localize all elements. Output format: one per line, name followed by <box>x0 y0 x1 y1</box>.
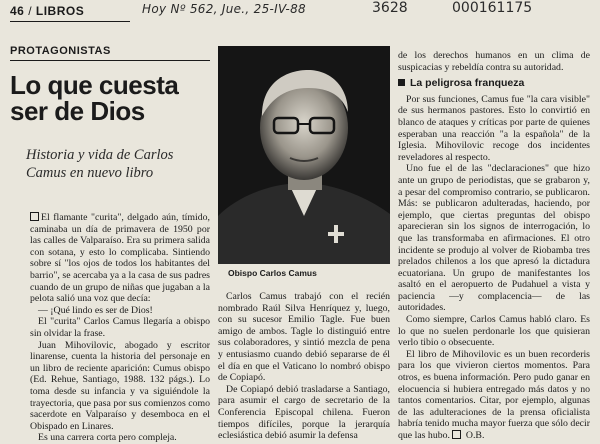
section-label: LIBROS <box>35 4 85 18</box>
signoff: O.B. <box>465 430 485 441</box>
archive-id-number: 000161175 <box>452 0 533 16</box>
section-kicker: PROTAGONISTAS <box>10 45 111 57</box>
handwritten-note: Hoy Nº 562, Jue., 25-IV-88 <box>142 2 306 16</box>
archive-ref-number: 3628 <box>372 0 408 16</box>
bishop-portrait-image <box>218 46 390 264</box>
left-column <box>30 212 210 444</box>
portrait-photo <box>218 46 390 264</box>
paragraph: De Copiapó debió trasladarse a Santiago, para asumir el cargo de secretario de la Conferencia Episcopal chilena. Fueron tiempos difíciles, porque la jerarquía eclesiástica debió asumir la defensa <box>218 383 390 442</box>
square-marker-icon <box>30 212 39 221</box>
end-square-icon <box>452 430 461 439</box>
right-column <box>398 50 590 442</box>
paragraph: Es una carrera corta pero compleja. <box>38 432 177 444</box>
photo-caption: Obispo Carlos Camus <box>228 268 317 278</box>
paragraph: El flamante "curita", delgado aún, tímido, caminaba un día de primavera de 1950 por las calles de Valparaíso. Era su primera salida con sotana, y esto lo complicaba. Sintiendo sobre sí "los ojos de todos los habitantes del barrio", se acercaba ya a la casa de sus padres cuando de un grupo de niñas que jugaban a la pelota salió una voz que decía: <box>30 212 210 305</box>
paragraph: El libro de Mihovilovic es un buen recorderis para los que vivieron ciertos momentos. Para otros, es buena información. Pero pudo ganar en elocuencia si hubiera entregado más datos y no tantos comentarios. Citar, por ejemplo, algunas de las adulteraciones de la prensa oficialista habría tenido mucha mayor fuerza que sólo decir que las hubo. O.B. <box>398 348 590 441</box>
deck-subtitle: Historia y vida de Carlos Camus en nuevo libro <box>26 147 174 181</box>
paragraph: Por sus funciones, Camus fue "la cara visible" de sus hermanos pastores. Esto lo convirtió en blanco de ataques y críticas por parte de quienes esperaban una reacción "a la española" de la Iglesia. Mihovilovic recoge dos incidentes reveladores al respecto. <box>398 93 590 163</box>
paragraph: de los derechos humanos en un clima de suspicacias y rebeldía contra su autoridad. <box>398 50 590 73</box>
page-number: 46 <box>10 4 25 18</box>
header-rule <box>10 21 130 22</box>
headline <box>10 72 210 124</box>
headline-line-1: Lo que cuesta <box>10 70 179 100</box>
bullet-icon <box>398 79 405 86</box>
headline-line-2: ser de Dios <box>10 96 145 126</box>
page-header: 46 / LIBROS <box>10 4 85 18</box>
paragraph: Carlos Camus trabajó con el recién nombrado Raúl Silva Henríquez y, luego, con su sucesor Emilio Tagle. Fue buen amigo de ambos. Tagle lo distinguió entre sus colaboradores, y sintió mezcla de pena y entusiasmo cuando debió separarse de él el día en que el Vaticano lo nombró obispo de Copiapó. <box>218 291 390 384</box>
paragraph: Como siempre, Carlos Camus habló claro. Es lo que no suelen perdonarle los que quisieran verlo tibio o obsecuente. <box>398 314 590 349</box>
paragraph: Juan Mihovilovic, abogado y escritor linarense, cuenta la historia del personaje en un libro de reciente aparición: Cumus obispo (Ed. Rehue, Santiago, 1988. 132 págs.). Lo toma desde su infancia y va siguiéndole la trayectoria, que pasa por sus comienzos como sacerdote en Valparaíso y desemboca en el Obispado en Linares. <box>30 339 210 432</box>
paragraph: — ¡Qué lindo es ser de Dios! <box>38 304 153 316</box>
middle-column <box>218 291 390 442</box>
kicker-rule <box>10 60 210 61</box>
paragraph: Uno fue el de las "declaraciones" que hizo ante un grupo de periodistas, que se grabaron y, a pesar del compromiso contrario, se publicaron. Más: se publicaron adulteradas, haciendo, por ejemplo, que ciertas preguntas del obispo aparecieran sin los signos de interrogación, lo que las transformaba en afirmaciones. El otro incidente se produjo al volver de Riobamba tres prelados chilenos a los que apresó la dictadura ecuatoriana. Un grupo de manifestantes los asaltó en el aeropuerto de Pudahuel a vista y paciencia —y complacencia— de las autoridades. <box>398 163 590 314</box>
paragraph: El "curita" Carlos Camus llegaría a obispo sin olvidar la frase. <box>30 316 210 339</box>
subhead: La peligrosa franqueza <box>398 78 590 90</box>
